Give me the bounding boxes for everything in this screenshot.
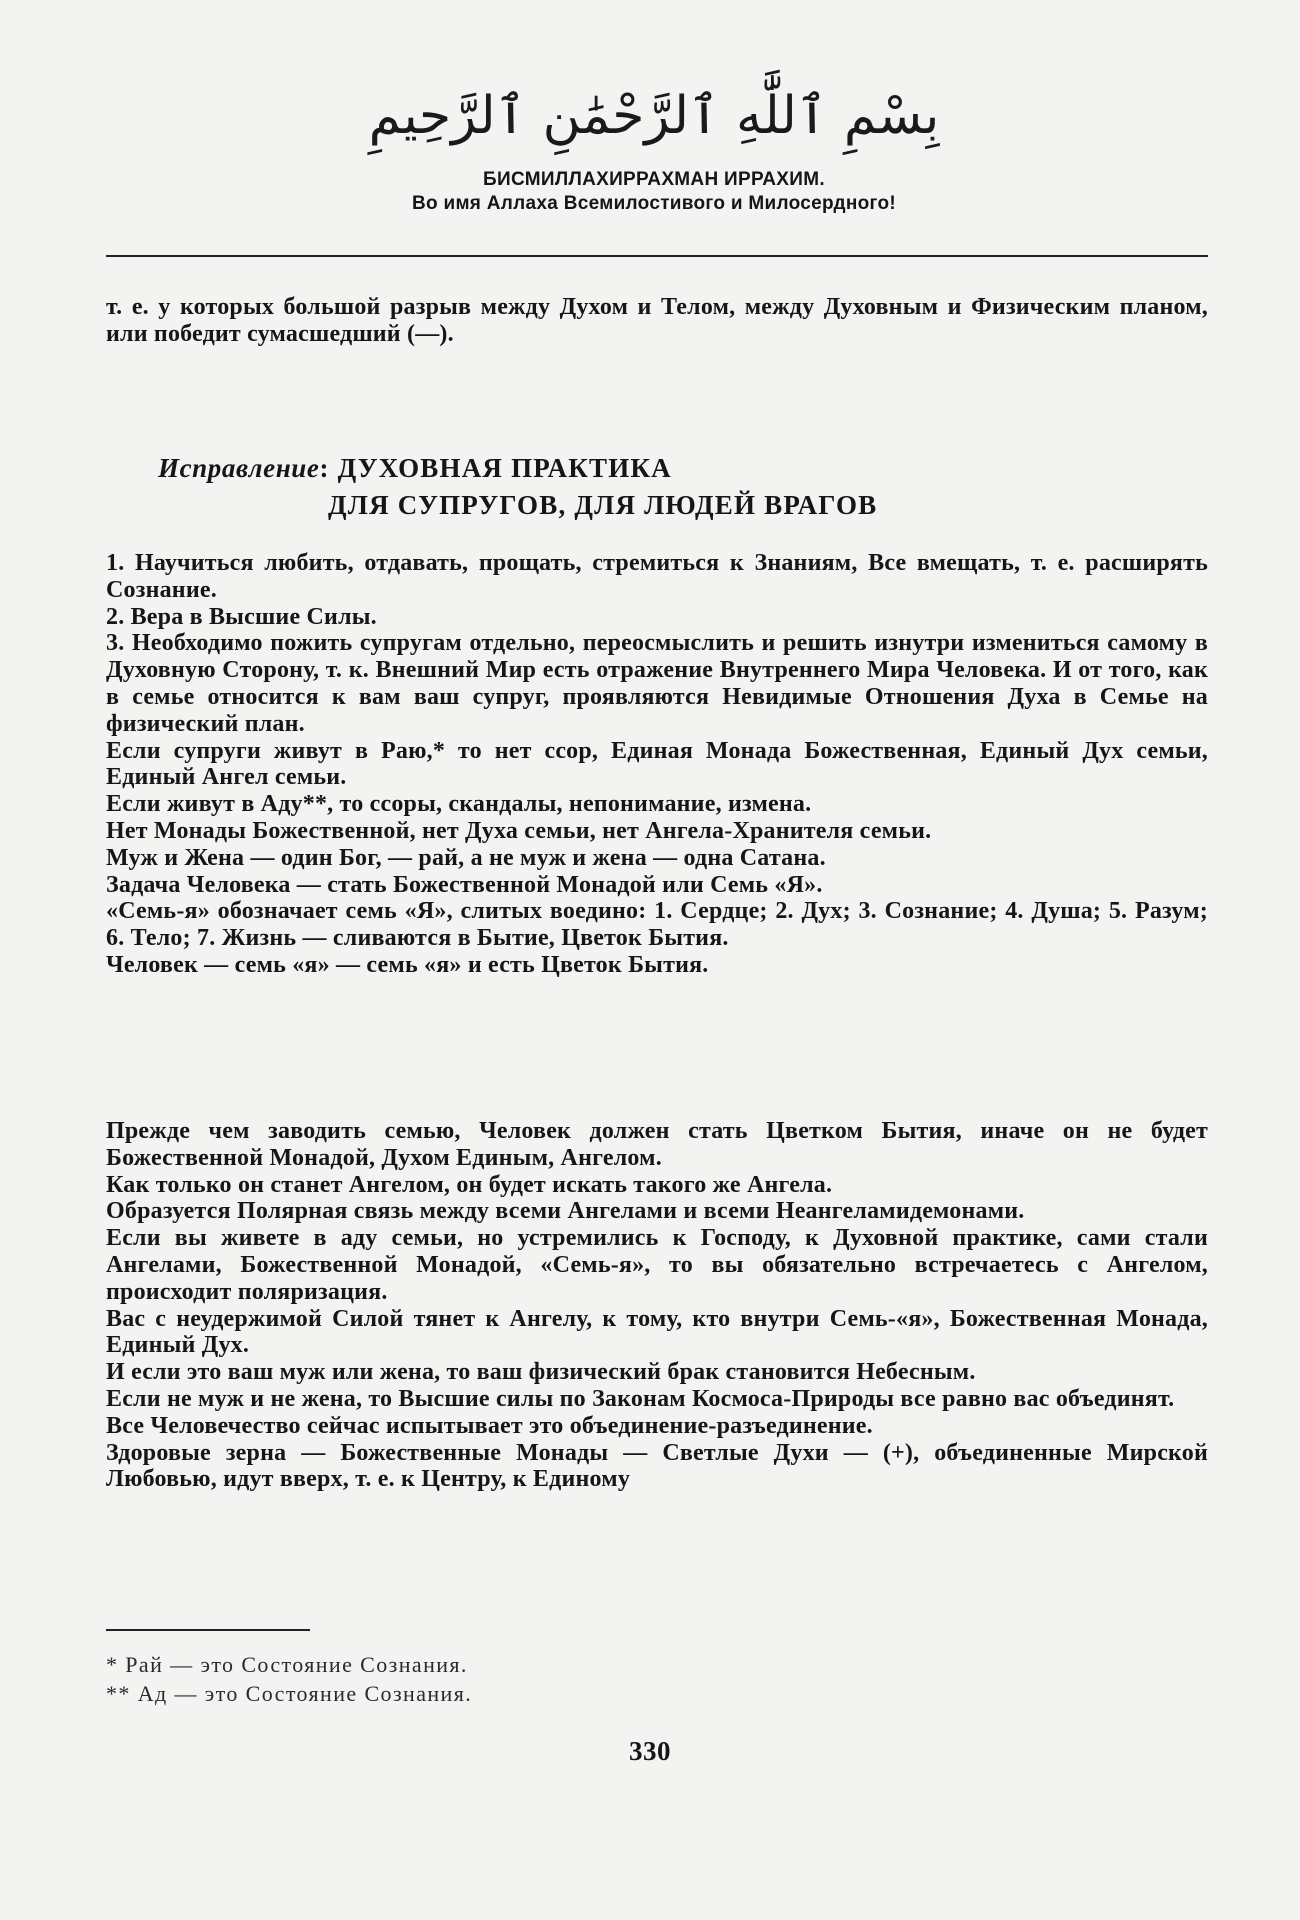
paragraph: Задача Человека — стать Божественной Монадой или Семь «Я». — [106, 871, 823, 898]
intro-paragraph — [106, 294, 1208, 348]
heading-title-2: ДЛЯ СУПРУГОВ, ДЛЯ ЛЮДЕЙ ВРАГОВ — [328, 490, 878, 520]
header-divider — [106, 255, 1208, 257]
paragraph: И если это ваш муж или жена, то ваш физический брак становится Небесным. — [106, 1359, 976, 1386]
header-transliteration: БИСМИЛЛАХИРРАХМАН ИРРАХИМ. — [483, 169, 825, 190]
paragraph: Если вы живете в аду семьи, но устремились к Господу, к Духовной практике, сами стали Ангелами, Божественной Монадой, «Семь-я», то вы обязательно встречаетесь с Ангелом, происходит поляризация. — [106, 1225, 1208, 1305]
paragraph: Как только он станет Ангелом, он будет искать такого же Ангела. — [106, 1171, 833, 1198]
paragraph: 2. Вера в Высшие Силы. — [106, 603, 377, 630]
section-heading — [106, 450, 1208, 524]
paragraph: 3. Необходимо пожить супругам отдельно, переосмыслить и решить изнутри измениться самому в Духовную Сторону, т. к. Внешний Мир есть отражение Внутреннего Мира Человека. И от того, как в семье относится к вам ваш супруг, проявляются Невидимые Отношения Духа в Семье на физический план. — [106, 630, 1208, 737]
paragraph: Если живут в Аду**, то ссоры, скандалы, непонимание, измена. — [106, 791, 812, 818]
paragraph: Нет Монады Божественной, нет Духа семьи, нет Ангела-Хранителя семьи. — [106, 817, 932, 844]
page-header — [100, 86, 1208, 216]
bismillah-calligraphy: بِسْمِ ٱللَّٰهِ ٱلرَّحْمَٰنِ ٱلرَّحِيمِ — [368, 86, 940, 146]
heading-label: Исправление — [158, 453, 320, 483]
header-translation: Во имя Аллаха Всемилостивого и Милосердного! — [411, 193, 897, 214]
intro-text: т. е. у которых большой разрыв между Духом и Телом, между Духовным и Физическим планом, или победит сумасшедший (—). — [106, 294, 1208, 347]
paragraph: Муж и Жена — один Бог, — рай, а не муж и жена — одна Сатана. — [106, 844, 826, 871]
paragraph: Образуется Полярная связь между всеми Ангелами и всеми Неангеламидемонами. — [106, 1198, 1025, 1225]
footnotes — [106, 1650, 906, 1708]
paragraph: Все Человечество сейчас испытывает это объединение-разъединение. — [106, 1412, 873, 1439]
page-number: 330 — [629, 1736, 671, 1766]
footnote: ** Ад — это Состояние Сознания. — [106, 1681, 473, 1706]
paragraph: Если не муж и не жена, то Высшие силы по Законам Космоса-Природы все равно вас объединят. — [106, 1385, 1175, 1412]
paragraph: Прежде чем заводить семью, Человек должен стать Цветком Бытия, иначе он не будет Божественной Монадой, Духом Единым, Ангелом. — [106, 1118, 1208, 1171]
paragraph: 1. Научиться любить, отдавать, прощать, стремиться к Знаниям, Все вмещать, т. е. расширять Сознание. — [106, 550, 1208, 603]
heading-title-1: ДУХОВНАЯ ПРАКТИКА — [337, 453, 672, 483]
paragraph: Здоровые зерна — Божественные Монады — Светлые Духи — (+), объединенные Мирской Любовью, идут вверх, т. е. к Центру, к Единому — [106, 1439, 1208, 1493]
paragraph: Если супруги живут в Раю,* то нет ссор, Единая Монада Божественная, Единый Дух семьи, Единый Ангел семьи. — [106, 737, 1208, 791]
practice-list — [106, 550, 1208, 979]
body-text — [106, 1118, 1208, 1493]
paragraph: Вас с неудержимой Силой тянет к Ангелу, к тому, кто внутри Семь-«я», Божественная Монада, Единый Дух. — [106, 1305, 1208, 1359]
footnote: * Рай — это Состояние Сознания. — [106, 1652, 468, 1677]
footnote-divider — [106, 1629, 310, 1631]
paragraph: Человек — семь «я» — семь «я» и есть Цветок Бытия. — [106, 951, 709, 978]
paragraph: «Семь-я» обозначает семь «Я», слитых воедино: 1. Сердце; 2. Дух; 3. Сознание; 4. Душа; 5. Разум; 6. Тело; 7. Жизнь — сливаются в Бытие, Цветок Бытия. — [106, 898, 1208, 952]
heading-line-1: Исправление: ДУХОВНАЯ ПРАКТИКА — [158, 453, 672, 483]
